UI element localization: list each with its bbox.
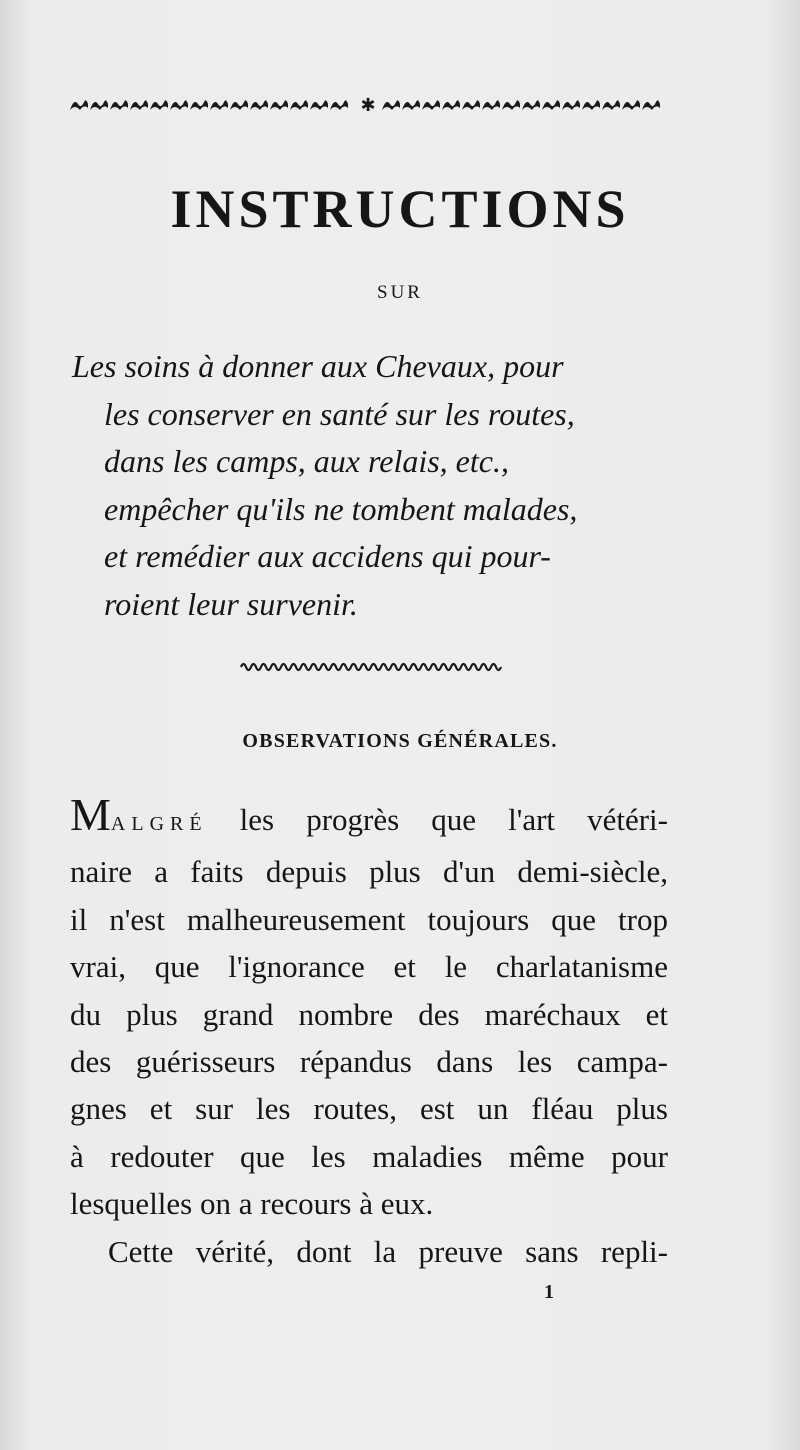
fleuron-icon bbox=[522, 100, 540, 110]
fleuron-icon bbox=[270, 100, 288, 110]
body-line-rest: les progrès que l'art vétéri- bbox=[207, 802, 668, 837]
fleuron-icon bbox=[330, 100, 348, 110]
drop-cap: M bbox=[70, 789, 111, 840]
subtitle-line: les conserver en santé sur les routes, bbox=[104, 395, 575, 432]
subtitle-block bbox=[72, 343, 672, 628]
page-title: INSTRUCTIONS bbox=[170, 179, 630, 239]
body-line: il n'est malheureusement toujours que trop bbox=[70, 901, 668, 937]
fleuron-icon bbox=[402, 100, 420, 110]
body-line: lesquelles on a recours à eux. bbox=[70, 1186, 434, 1222]
fleuron-icon bbox=[190, 100, 208, 110]
subtitle-line: Les soins à donner aux Chevaux, pour bbox=[72, 348, 564, 384]
fleuron-icon bbox=[502, 100, 520, 110]
signature-mark: 1 bbox=[544, 1281, 554, 1303]
subtitle-line: empêcher qu'ils ne tombent malades, bbox=[104, 490, 578, 527]
fleuron-icon bbox=[230, 100, 248, 110]
body-line: naire a faits depuis plus d'un demi-siècle, bbox=[70, 854, 668, 890]
body-line: gnes et sur les routes, est un fléau plus bbox=[70, 1091, 668, 1127]
body-line bbox=[70, 789, 668, 848]
body-line: des guérisseurs répandus dans les campa- bbox=[70, 1044, 668, 1080]
fleuron-icon bbox=[210, 100, 228, 110]
fleuron-icon bbox=[250, 100, 268, 110]
fleuron-icon bbox=[290, 100, 308, 110]
title-connector: SUR bbox=[377, 282, 423, 303]
fleuron-icon bbox=[642, 100, 660, 110]
fleuron-icon bbox=[442, 100, 460, 110]
body-line: vrai, que l'ignorance et le charlatanisme bbox=[70, 949, 668, 985]
section-heading: OBSERVATIONS GÉNÉRALES. bbox=[242, 730, 558, 752]
fleuron-icon bbox=[582, 100, 600, 110]
fleuron-icon bbox=[170, 100, 188, 110]
wavy-rule-icon bbox=[240, 660, 502, 674]
svg-text:✱: ✱ bbox=[360, 96, 376, 114]
body-line: Cette vérité, dont la preuve sans repli- bbox=[108, 1233, 668, 1269]
body-line: du plus grand nombre des maréchaux et bbox=[70, 996, 668, 1032]
fleuron-icon bbox=[482, 100, 500, 110]
body-line: à redouter que les maladies même pour bbox=[70, 1138, 668, 1174]
small-caps: ALGRÉ bbox=[110, 813, 208, 835]
fleuron-icon bbox=[310, 100, 328, 110]
fleuron-icon bbox=[542, 100, 560, 110]
fleuron-icon bbox=[622, 100, 640, 110]
fleuron-icon bbox=[70, 100, 88, 110]
fleuron-icon bbox=[110, 100, 128, 110]
fleuron-icon bbox=[462, 100, 480, 110]
subtitle-line: roient leur survenir. bbox=[104, 585, 358, 622]
subtitle-line: et remédier aux accidens qui pour- bbox=[104, 538, 551, 574]
fleuron-icon bbox=[602, 100, 620, 110]
fleuron-icon bbox=[562, 100, 580, 110]
fleuron-icon bbox=[422, 100, 440, 110]
fleuron-icon bbox=[130, 100, 148, 110]
subtitle-line: dans les camps, aux relais, etc., bbox=[104, 443, 509, 479]
fleuron-icon bbox=[90, 100, 108, 110]
body-text bbox=[70, 789, 668, 1275]
fleuron-icon bbox=[382, 100, 400, 110]
fleuron-icon bbox=[150, 100, 168, 110]
ornamental-rule-icon bbox=[70, 96, 666, 114]
